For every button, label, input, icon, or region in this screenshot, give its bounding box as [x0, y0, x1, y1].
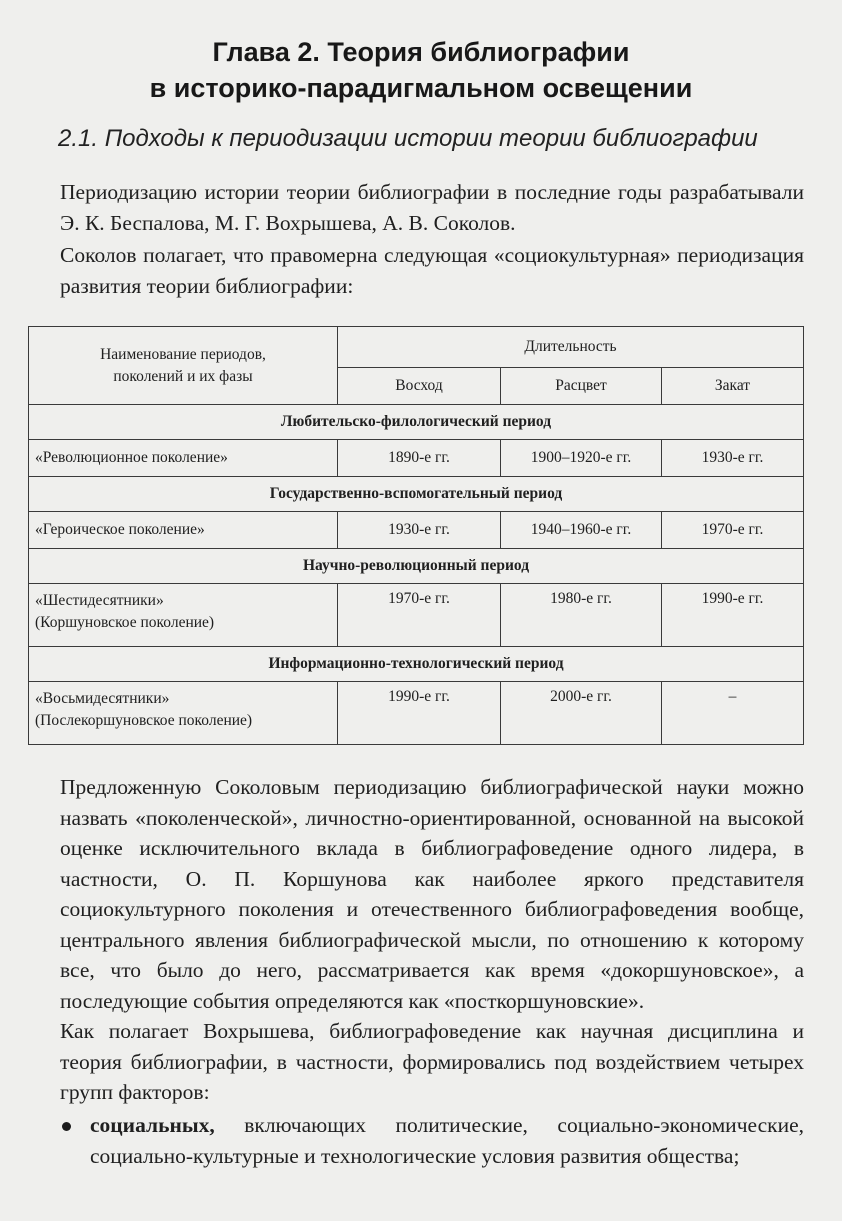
paragraph-vokhrysheva: Как полагает Вохрышева, библиографоведение как научная дисциплина и теория библиографии, в частности, формировались под воздействием четырех групп факторов:	[60, 1019, 804, 1104]
factor-term: социальных,	[90, 1113, 215, 1137]
factor-list	[60, 1110, 804, 1171]
chapter-title-line2: в историко-парадигмальном освещении	[149, 73, 693, 103]
period-title: Любительско-филологический период	[29, 405, 804, 440]
period-row	[29, 549, 804, 584]
rise-value: 1970-е гг.	[338, 584, 501, 647]
generation-row	[29, 584, 804, 647]
period-row	[29, 647, 804, 682]
section-title: 2.1. Подходы к периодизации истории теории библиографии	[58, 125, 758, 152]
period-row	[29, 405, 804, 440]
decline-value: 1930-е гг.	[662, 440, 804, 477]
paragraph-generational: Предложенную Соколовым периодизацию библиографической науки можно назвать «поколенческой», личностно-ориентированной, основанной на высокой оценке исключительного вклада в библиографоведение одного лидера, в частности, О. П. Коршунова как наиболее яркого представителя социокультурного поколения и отечественного библиографоведения вообще, центрального явления библиографической мысли, по отношению к которому все, что было до него, рассматривается как время «докоршуновское», а последующие события определяются как «посткоршуновские».	[60, 775, 804, 1013]
paragraph-intro: Периодизацию истории теории библиографии в последние годы разрабатывали Э. К. Беспалова, М. Г. Вохрышева, А. В. Соколов.	[60, 180, 804, 235]
generation-name-line1: «Восьмидесятники»	[35, 690, 170, 707]
peak-value: 1940–1960-е гг.	[501, 512, 662, 549]
generation-name	[29, 512, 338, 549]
header-name-line2: поколений и их фазы	[113, 367, 253, 385]
generation-name-line1: «Революционное поколение»	[35, 449, 228, 466]
period-row	[29, 477, 804, 512]
generation-name	[29, 584, 338, 647]
generation-row	[29, 512, 804, 549]
peak-value: 1900–1920-е гг.	[501, 440, 662, 477]
generation-name-line1: «Героическое поколение»	[35, 521, 205, 538]
rise-value: 1890-е гг.	[338, 440, 501, 477]
generation-name-line2: (Послекоршуновское поколение)	[35, 712, 253, 729]
decline-value: 1990-е гг.	[662, 584, 804, 647]
chapter-title	[0, 34, 842, 106]
period-title: Государственно-вспомогательный период	[29, 477, 804, 512]
paragraph-sokolov: Соколов полагает, что правомерна следующая «социокультурная» периодизация развития теории библиографии:	[60, 243, 804, 298]
peak-value: 1980-е гг.	[501, 584, 662, 647]
generation-name	[29, 682, 338, 745]
decline-value: –	[662, 682, 804, 745]
period-title: Научно-революционный период	[29, 549, 804, 584]
bullet-icon	[62, 1122, 71, 1131]
generation-name-line1: «Шестидесятники»	[35, 592, 164, 609]
period-title: Информационно-технологический период	[29, 647, 804, 682]
peak-value: 2000-е гг.	[501, 682, 662, 745]
generation-name-line2: (Коршуновское поколение)	[35, 614, 215, 631]
header-period-name	[29, 327, 338, 405]
header-rise: Восход	[338, 368, 501, 405]
chapter-title-line1: Глава 2. Теория библиографии	[212, 37, 630, 67]
rise-value: 1990-е гг.	[338, 682, 501, 745]
rise-value: 1930-е гг.	[338, 512, 501, 549]
periodization-table	[28, 326, 804, 745]
header-duration: Длительность	[338, 327, 804, 368]
generation-name	[29, 440, 338, 477]
factor-description: включающих политические, социально-экономические, социально-культурные и технологические условия развития общества;	[90, 1113, 804, 1168]
generation-row	[29, 440, 804, 477]
header-peak: Расцвет	[501, 368, 662, 405]
header-decline: Закат	[662, 368, 804, 405]
generation-row	[29, 682, 804, 745]
header-name-line1: Наименование периодов,	[100, 345, 266, 363]
list-item	[60, 1110, 804, 1171]
decline-value: 1970-е гг.	[662, 512, 804, 549]
